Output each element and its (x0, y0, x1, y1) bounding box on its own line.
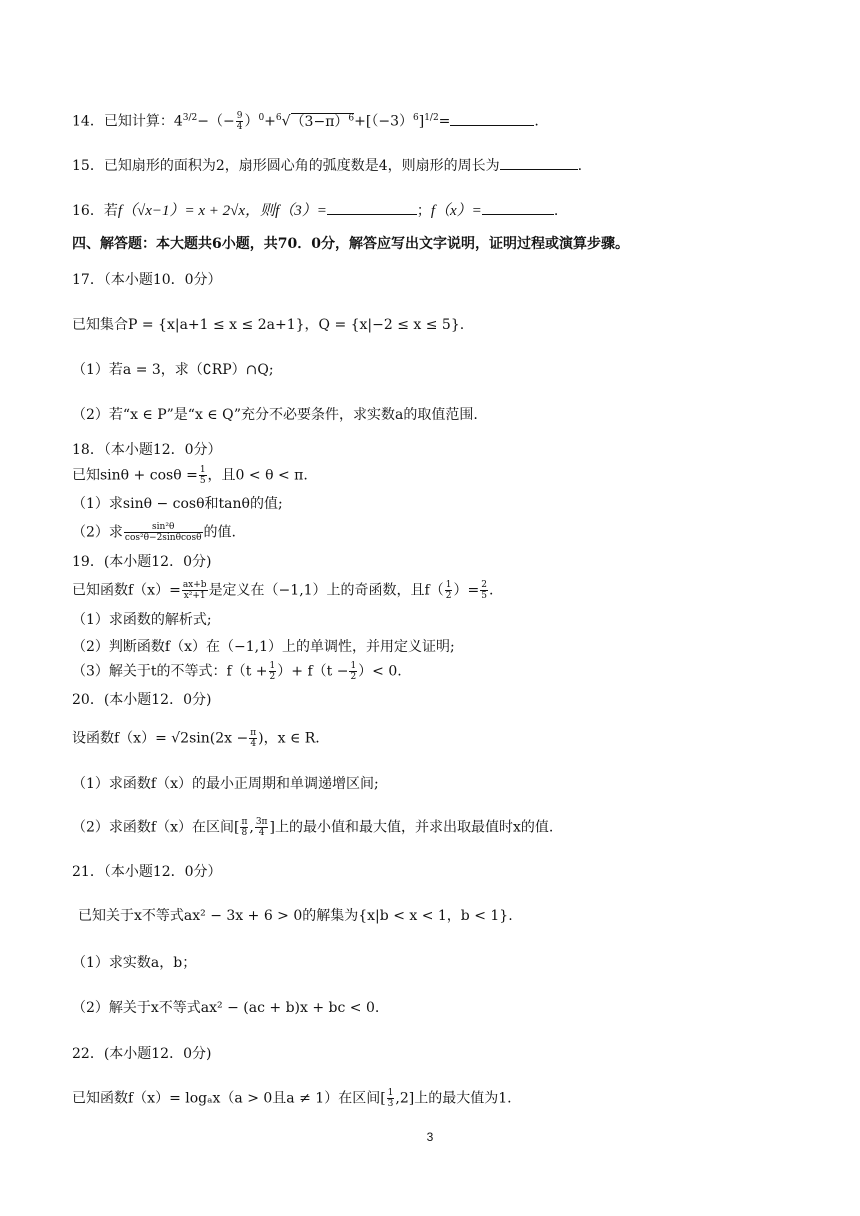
q21-stem: 已知关于x不等式ax² − 3x + 6 > 0的解集为{x|b < x < 1，b < 1}. (78, 908, 513, 924)
q19-part-2: （2）判断函数f（x）在（−1,1）上的单调性，并用定义证明; (72, 639, 455, 655)
q19-p3-frac-1: $\frac{1}{2}$ (269, 661, 276, 682)
q18-part-2: （2）求 $\frac{\text{sin²θ}}{\text{cos²θ−2sinθcosθ}}$ 的值. (72, 522, 236, 543)
q14-root-body: $(3-\pi)^6$ (290, 113, 355, 130)
q22-head: 22．(本小题12．0分) (72, 1046, 212, 1062)
q20-frac: $\frac{\pi}{4}$ (250, 728, 257, 749)
q14-term-d: +[（−3） (354, 113, 413, 130)
q16-answer-blank-1[interactable] (327, 200, 417, 215)
root-icon: √ (281, 113, 291, 130)
q17-part-1: （1）若a = 3，求（∁RP）∩Q; (72, 362, 274, 378)
q20-frac-lo: $\frac{\pi}{8}$ (241, 817, 248, 838)
q14-term-b-exp: 0 (258, 113, 265, 123)
q18-stem: 已知sinθ + cosθ = $\frac{1}{5}$ ，且0 < θ < π. (72, 465, 308, 486)
q14-term-a: 4 (173, 113, 183, 130)
q21-part-2: （2）解关于x不等式ax² − (ac + b)x + bc < 0. (72, 1000, 380, 1016)
q14-term-b: −（− (197, 113, 235, 130)
q21-head: 21．（本小题12．0分） (72, 864, 222, 880)
q19-stem: 已知函数f（x）= $\frac{ax+b}{\text{x²+1}}$ 是定义在（−1,1）上的奇函数，且f（ $\frac{1}{2}$ ）= $\frac{2}{5}$ . (72, 580, 494, 601)
q14-term-d-exp2: 1/2 (424, 113, 439, 123)
q20-stem: 设函数f（x）= √2sin(2x − $\frac{\pi}{4}$ )，x ∈ R. (72, 728, 320, 749)
q18-part2-frac: $\frac{\text{sin²θ}}{\text{cos²θ−2sinθcosθ}}$ (124, 522, 202, 543)
q15-end: . (577, 158, 583, 174)
q15-text: 15．已知扇形的面积为2，扇形圆心角的弧度数是4，则扇形的周长为 (72, 158, 500, 174)
q19-frac-main: $\frac{ax+b}{\text{x²+1}}$ (182, 580, 207, 601)
q17-stem: 已知集合P = {x|a+1 ≤ x ≤ 2a+1}，Q = {x|−2 ≤ x ≤ 5}. (72, 317, 465, 333)
q15-answer-blank[interactable] (500, 155, 578, 170)
q20-frac-hi: $\frac{3\pi}{4}$ (255, 817, 268, 838)
question-15 (72, 155, 582, 176)
question-16 (72, 200, 558, 221)
q16-expr: f（√x−1）= x + 2√x，则 (117, 203, 276, 219)
q14-frac: $\frac{9}{4}$ (236, 111, 243, 133)
question-14 (72, 108, 539, 132)
q16-part2: f（x）= (430, 203, 482, 219)
q19-frac-value: $\frac{2}{5}$ (481, 580, 487, 601)
q17-part-2: （2）若“x ∈ P”是“x ∈ Q”充分不必要条件，求实数a的取值范围. (72, 407, 478, 423)
q16-part1: f（3）= (275, 203, 327, 219)
q18-frac: $\frac{1}{5}$ (199, 465, 206, 486)
q14-eq: = (438, 113, 451, 130)
section-heading: 四、解答题：本大题共6小题，共70．0分，解答应写出文字说明，证明过程或演算步骤。 (72, 236, 629, 252)
q17-head: 17．（本小题10．0分） (72, 272, 222, 288)
q14-term-a-exp: 3/2 (182, 113, 198, 123)
q14-prefix: 已知计算： (103, 113, 174, 130)
q14-term-d-close: ] (418, 113, 425, 130)
q18-part-1: （1）求sinθ − cosθ和tanθ的值; (72, 496, 283, 512)
q14-number: 14． (72, 113, 104, 130)
q20-part-1: （1）求函数f（x）的最小正周期和单调递增区间; (72, 776, 379, 792)
q19-frac-half: $\frac{1}{2}$ (445, 580, 452, 601)
q21-part-1: （1）求实数a，b； (72, 955, 197, 971)
q20-head: 20．(本小题12．0分) (72, 692, 212, 708)
q16-end: . (553, 203, 559, 219)
q14-answer-blank[interactable] (450, 111, 534, 126)
q16-answer-blank-2[interactable] (482, 200, 554, 215)
q14-plus: + (264, 113, 276, 130)
q14-term-b-close: ） (244, 113, 259, 130)
page-number: 3 (426, 1130, 434, 1144)
q18-head: 18．（本小题12．0分） (72, 442, 222, 458)
q19-part-1: （1）求函数的解析式; (72, 612, 212, 628)
q16-sep: ； (416, 203, 431, 219)
q19-head: 19．(本小题12．0分) (72, 554, 212, 570)
q16-prefix: 16．若 (72, 203, 118, 219)
q14-term-d-exp1: 6 (412, 113, 419, 123)
q22-frac: $\frac{1}{3}$ (387, 1088, 394, 1109)
q22-stem: 已知函数f（x）= logₐx（a > 0且a ≠ 1）在区间[ $\frac{1}{3}$ ,2]上的最大值为1. (72, 1088, 512, 1109)
q19-part-3: （3）解关于t的不等式：f（t + $\frac{1}{2}$ ）+ f（t − $\frac{1}{2}$ ）< 0. (72, 661, 402, 682)
q14-end: . (534, 113, 539, 130)
q20-part-2: （2）求函数f（x）在区间[ $\frac{\pi}{8}$ , $\frac{3\pi}{4}$ ]上的最小值和最大值，并求出取最值时x的值. (72, 817, 554, 838)
q14-root-index: 6 (275, 113, 282, 123)
q19-p3-frac-2: $\frac{1}{2}$ (350, 661, 357, 682)
